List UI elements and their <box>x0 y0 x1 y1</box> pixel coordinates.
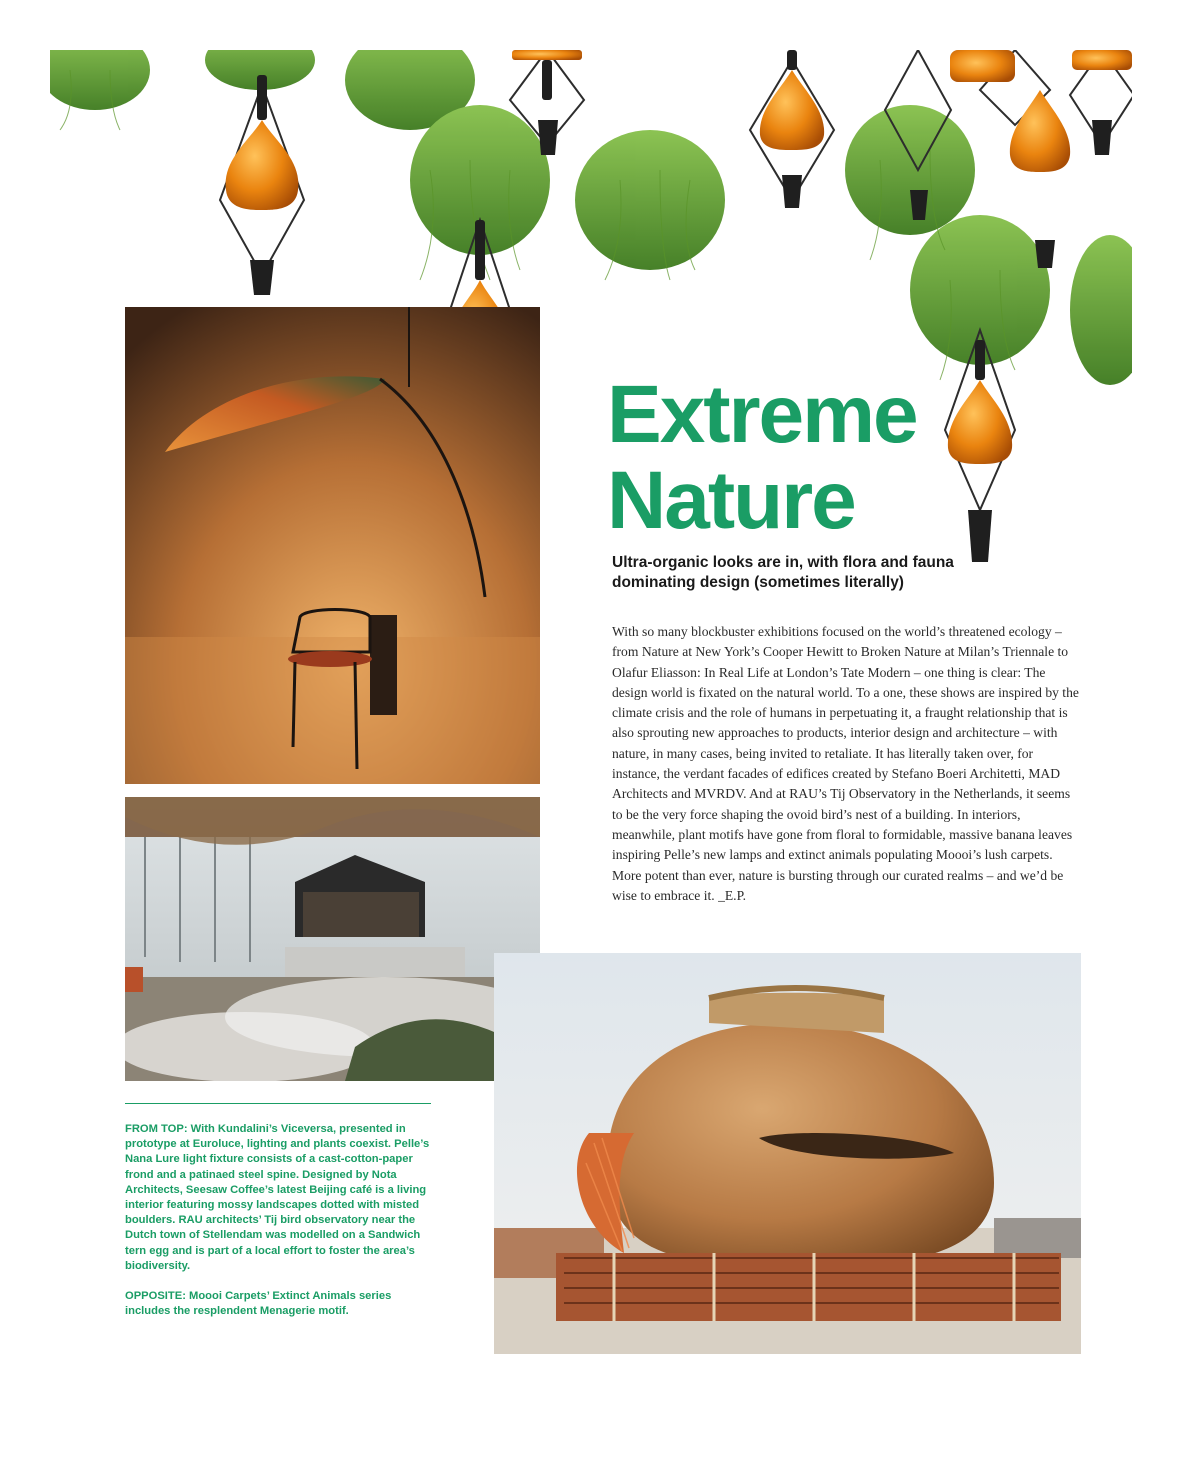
article-title <box>607 369 917 546</box>
caption-opposite: OPPOSITE: Moooi Carpets’ Extinct Animals series includes the resplendent Menagerie motif. <box>125 1290 392 1318</box>
article-body: With so many blockbuster exhibitions focused on the world’s threatened ecology – from Nature at New York’s Cooper Hewitt to Broken Nature at Milan’s Triennale to Olafur Eliasson: In Real Life at London’s Tate Modern – one thing is clear: The design world is fixated on the natural world. To a one, these shows are inspired by the climate crisis and the role of humans in perpetuating it, a fraught relationship that is also sprouting new approaches to products, interior design and architecture – with nature, in many cases, being invited to retaliate. It has literally taken over, for instance, the verdant facades of edifices created by Stefano Boeri Architetti, MAD Architects and MVRDV. And at RAU’s Tij Observatory in the Netherlands, it seems to be the very force shaping the ovoid bird’s nest of a building. In interiors, meanwhile, plant motifs have gone from floral to formidable, massive banana leaves inspiring Pelle’s new lamps and extinct animals populating Moooi’s lush carpets. More potent than ever, nature is bursting through our curated realms – and we’d be wise to embrace it. _E.P. <box>612 624 1079 903</box>
caption-divider <box>125 1103 431 1104</box>
tij-observatory-photo <box>494 953 1081 1354</box>
title-line-2: Nature <box>607 455 855 546</box>
title-line-1: Extreme <box>607 369 917 460</box>
article-subtitle: Ultra-organic looks are in, with flora and fauna dominating design (sometimes literally) <box>612 554 954 591</box>
cafe-interior-photo <box>125 797 540 1081</box>
photo-caption <box>125 1122 431 1334</box>
caption-main: FROM TOP: With Kundalini’s Viceversa, presented in prototype at Euroluce, lighting and plants coexist. Pelle’s Nana Lure light fixture consists of a cast-cotton-paper frond and a patinaed steel spine. Designed by Nota Architects, Seesaw Coffee’s latest Beijing café is a living interior featuring mossy landscapes dotted with misted boulders. RAU architects’ Tij bird observatory near the Dutch town of Stellendam was modelled on a Sandwich tern egg and is part of a local effort to foster the area’s biodiversity. <box>125 1123 430 1272</box>
leaf-lamp-photo <box>125 307 540 784</box>
